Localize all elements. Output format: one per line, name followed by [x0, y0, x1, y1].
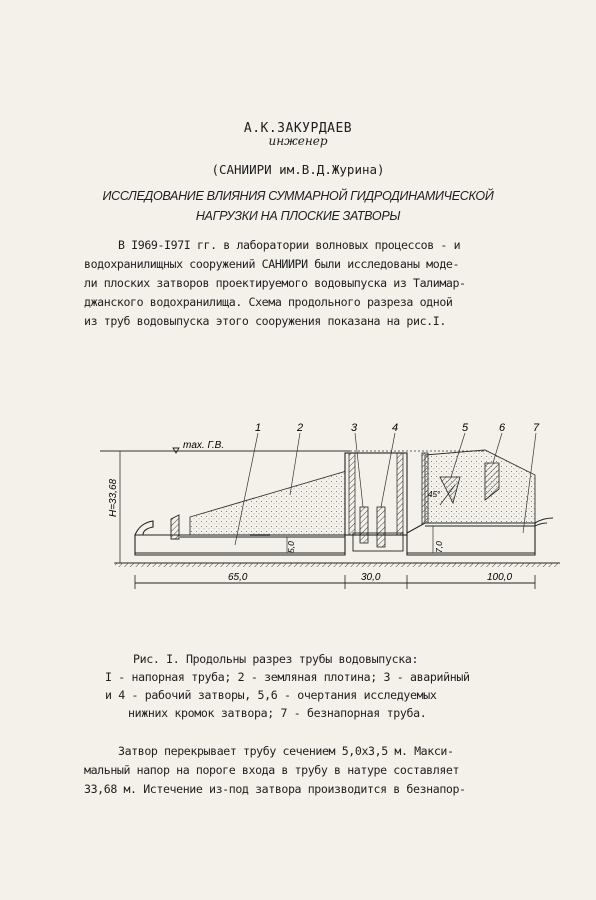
paragraph-line: В I969-I97I гг. в лаборатории волновых процессов - и — [118, 238, 461, 252]
paragraph-line: 33,68 м. Истечение из-под затвора производится в безнапор- — [84, 782, 466, 796]
figure-caption-line: нижних кромок затвора; 7 - безнапорная труба. — [128, 706, 427, 720]
label-3: 3 — [351, 422, 358, 434]
pressure-pipe — [135, 535, 345, 555]
downstream-chamber — [422, 453, 428, 525]
working-gate — [377, 507, 385, 547]
label-6: 6 — [499, 422, 506, 434]
label-7: 7 — [533, 422, 540, 434]
paragraph-line: ли плоских затворов проектируемого водовыпуска из Талимар- — [84, 276, 466, 290]
paragraph-line: мальный напор на пороге входа в трубу в натуре составляет — [84, 763, 460, 777]
dimension-length-2: 30,0 — [361, 572, 381, 583]
angle-label: 45° — [428, 490, 441, 499]
organization: (САНИИРИ им.В.Д.Журина) — [211, 162, 385, 177]
article-title-line-2: НАГРУЗКИ НА ПЛОСКИЕ ЗАТВОРЫ — [195, 209, 401, 223]
paragraph-line: Затвор перекрывает трубу сечением 5,0х3,5 м. Макси- — [118, 744, 454, 758]
figure-caption-line: I - напорная труба; 2 - земляная плотина; 3 - аварийный — [105, 670, 470, 684]
dimension-length-1: 65,0 — [228, 572, 248, 583]
figure-caption-title: Рис. I. Продольны разрез трубы водовыпуска: — [133, 652, 419, 666]
paragraph-intro — [84, 236, 554, 331]
right-embankment — [425, 450, 535, 525]
paragraph-line: из труб водовыпуска этого сооружения показана на рис.I. — [84, 314, 446, 328]
label-2: 2 — [297, 422, 304, 434]
figure-caption-line: и 4 - рабочий затворы, 5,6 - очертания исследуемых — [105, 688, 437, 702]
emergency-gate — [360, 507, 368, 543]
author-name: А.К.ЗАКУРДАЕВ — [243, 121, 353, 136]
dimension-height-1: 5,0 — [286, 541, 296, 553]
label-1: 1 — [255, 422, 262, 434]
author-position: инженер — [268, 134, 328, 148]
label-4: 4 — [392, 422, 399, 434]
height-dimension-label: H=33,68 — [108, 478, 119, 517]
paragraph-line: водохранилищных сооружений САНИИРИ были исследованы моде- — [84, 257, 460, 271]
article-title-line-1: ИССЛЕДОВАНИЕ ВЛИЯНИЯ СУММАРНОЙ ГИДРОДИНАМИЧЕСКОЙ — [102, 189, 494, 203]
dimension-height-2: 7,0 — [434, 541, 444, 553]
label-5: 5 — [462, 422, 469, 434]
water-level-label: max. Г.В. — [183, 440, 225, 451]
paragraph-line: джанского водохранилища. Схема продольного разреза одной — [84, 295, 453, 309]
longitudinal-section-figure — [95, 415, 565, 600]
dimension-length-3: 100,0 — [487, 572, 513, 583]
free-flow-pipe — [407, 523, 535, 555]
paragraph-gate — [84, 742, 558, 799]
earth-dam — [190, 470, 350, 535]
